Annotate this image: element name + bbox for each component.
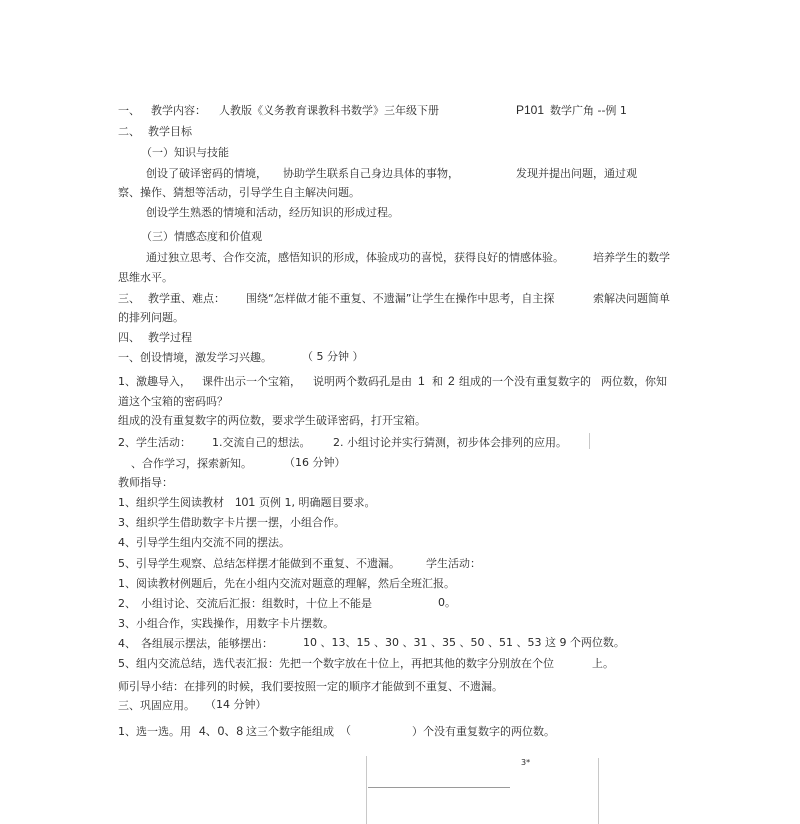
paragraph-line <box>141 637 273 651</box>
content-label <box>151 104 206 118</box>
text: 察、操作、猜想等活动，引导学生自主解决问题。 <box>118 186 360 199</box>
paragraph-line <box>118 395 228 409</box>
text: 两位数，你知 <box>601 375 667 388</box>
text: 3* <box>521 758 531 767</box>
paragraph-line <box>601 375 667 389</box>
text: 2、 <box>118 597 136 610</box>
text: （14 分钟） <box>205 698 267 711</box>
text: 课件出示一个宝箱， <box>202 375 301 388</box>
text: 教学目标 <box>148 125 192 138</box>
text: 协助学生联系自己身边具体的事物， <box>283 167 459 180</box>
text: 围绕“怎样做才能不重复、不遗漏”让学生在操作中思考，自主探 <box>246 292 555 305</box>
paragraph-line <box>118 680 503 694</box>
topic-text <box>550 104 627 118</box>
text: 1.交流自己的想法。 <box>212 436 311 449</box>
paragraph-line <box>118 311 184 325</box>
section-heading-text <box>148 331 192 345</box>
text: （三）情感态度和价值观 <box>141 230 262 243</box>
paragraph-line <box>118 516 345 530</box>
text: 通过独立思考、合作交流，感悟知识的形成，体验成功的喜悦，获得良好的情感体验。 <box>146 251 564 264</box>
paragraph-line <box>118 536 290 550</box>
text: 上。 <box>592 657 614 670</box>
paragraph-line <box>141 597 372 611</box>
paragraph-line <box>118 436 191 450</box>
figure-border-left <box>366 756 367 824</box>
paragraph-line <box>118 186 360 200</box>
text: 培养学生的数学 <box>593 251 670 264</box>
content-line <box>118 104 140 118</box>
text: 1、激趣导入， <box>118 375 191 388</box>
section-heading-text <box>148 125 192 139</box>
step-heading <box>118 351 272 365</box>
duration-label <box>284 456 346 470</box>
text: 4、 <box>118 637 136 650</box>
text: 页例 1, 明确题目要求。 <box>259 496 376 509</box>
duration-label <box>205 698 267 712</box>
paragraph-line <box>246 725 334 739</box>
paragraph-line <box>593 292 670 306</box>
section-heading <box>118 125 140 139</box>
number-text <box>199 724 243 738</box>
paragraph-line <box>118 375 191 389</box>
paragraph-line <box>118 557 400 571</box>
section-number <box>118 331 140 345</box>
text: 数学广角 --例 1 <box>550 104 627 117</box>
text: 三、巩固应用。 <box>118 699 195 712</box>
paragraph-line <box>459 375 591 389</box>
content-text <box>219 104 439 118</box>
paragraph-line <box>259 496 376 510</box>
paragraph-line <box>426 557 481 571</box>
text: 5、组内交流总结，选代表汇报：先把一个数字放在十位上，再把其他的数字分别放在个位 <box>118 657 554 670</box>
paragraph-line <box>146 251 564 265</box>
text: 创设了破译密码的情境， <box>146 167 267 180</box>
text: 1、组织学生阅读教材 <box>118 496 224 509</box>
paragraph-line <box>118 414 426 428</box>
text: 各组展示摆法，能够摆出： <box>141 637 273 650</box>
text: 发现并提出问题，通过观 <box>516 167 637 180</box>
paragraph-line <box>118 725 191 739</box>
text: 和 <box>432 375 443 388</box>
text: （ 5 分钟 ） <box>302 350 364 363</box>
text: 思维水平。 <box>118 271 173 284</box>
step-heading <box>118 699 195 713</box>
text: 人教版《义务教育课教科书数学》三年级下册 <box>219 104 439 117</box>
text: 1、阅读教材例题后，先在小组内交流对题意的理解，然后全班汇报。 <box>118 577 455 590</box>
text: 小组讨论、交流后汇报：组数时，十位上不能是 <box>141 597 372 610</box>
text: 说明两个数码孔是由 <box>313 375 412 388</box>
text: 2、学生活动： <box>118 436 191 449</box>
step-heading <box>131 457 252 471</box>
section-number: 一、 <box>118 104 140 117</box>
figure-border-right <box>598 758 599 824</box>
paragraph-line <box>146 167 267 181</box>
paragraph-line <box>438 596 456 610</box>
page-ref <box>516 103 544 117</box>
text: 1 <box>418 374 425 388</box>
text: 0。 <box>438 596 456 609</box>
paragraph-line <box>118 271 173 285</box>
number-list <box>303 636 625 650</box>
text: 1、选一选。用 <box>118 725 191 738</box>
text: 三、 <box>118 292 140 305</box>
paragraph-line <box>412 725 555 739</box>
text: 4、0、8 <box>199 724 244 738</box>
paragraph-line <box>432 375 443 389</box>
text: 的排列问题。 <box>118 311 184 324</box>
text: （16 分钟） <box>284 456 346 469</box>
text: 师引导小结：在排列的时候，我们要按照一定的顺序才能做到不重复、不遗漏。 <box>118 680 503 693</box>
paragraph-line <box>516 167 637 181</box>
paragraph-line <box>212 436 311 450</box>
subheading <box>141 146 229 160</box>
text: 一、创设情境，激发学习兴趣。 <box>118 351 272 364</box>
paragraph-line <box>146 206 399 220</box>
text: P101 <box>516 103 545 117</box>
text: 组成的一个没有重复数字的 <box>459 375 591 388</box>
number-text <box>418 374 425 388</box>
text: 教学过程 <box>148 331 192 344</box>
section-heading-text <box>148 292 225 306</box>
text: 道这个宝箱的密码吗？ <box>118 395 228 408</box>
text: 3、组织学生借助数字卡片摆一摆，小组合作。 <box>118 516 345 529</box>
text: （ <box>340 724 351 737</box>
text: 2 <box>448 374 455 388</box>
paragraph-line <box>313 375 412 389</box>
paragraph-line <box>246 292 554 306</box>
text: 2. 小组讨论并实行猜测，初步体会排列的应用。 <box>333 436 567 449</box>
text: 4、引导学生组内交流不同的摆法。 <box>118 536 290 549</box>
paragraph-line <box>202 375 301 389</box>
text: 索解决问题简单 <box>593 292 670 305</box>
figure-mark <box>521 758 530 768</box>
subheading <box>141 230 262 244</box>
paragraph-line <box>592 657 614 671</box>
paragraph-line <box>118 657 554 671</box>
number-text <box>448 374 455 388</box>
text: （一）知识与技能 <box>141 146 229 159</box>
paragraph-line <box>118 597 136 611</box>
paragraph-line <box>340 724 351 738</box>
paragraph-line <box>118 496 224 510</box>
paragraph-line <box>593 251 670 265</box>
text: 5、引导学生观察、总结怎样摆才能做到不重复、不遗漏。 <box>118 557 400 570</box>
section-number: 二、 <box>118 125 140 138</box>
text: 教学重、难点： <box>148 292 225 305</box>
number-text <box>235 495 255 509</box>
text: 四、 <box>118 331 140 344</box>
label-text: 教学内容： <box>151 104 206 117</box>
text: 创设学生熟悉的情境和活动，经历知识的形成过程。 <box>146 206 399 219</box>
section-number <box>118 292 140 306</box>
paragraph-line <box>118 476 173 490</box>
text: 这三个数字能组成 <box>246 725 334 738</box>
text: 3、小组合作，实践操作，用数字卡片摆数。 <box>118 617 334 630</box>
text: 、合作学习，探索新知。 <box>131 457 252 470</box>
text: 101 <box>235 495 256 509</box>
text: 学生活动： <box>426 557 481 570</box>
paragraph-line <box>283 167 459 181</box>
table-edge <box>589 433 590 449</box>
paragraph-line <box>118 637 136 651</box>
text: 组成的没有重复数字的两位数，要求学生破译密码，打开宝箱。 <box>118 414 426 427</box>
paragraph-line <box>333 436 567 450</box>
duration-label <box>302 350 364 364</box>
text: 教师指导： <box>118 476 173 489</box>
paragraph-line <box>118 617 334 631</box>
text: ）个没有重复数字的两位数。 <box>412 725 555 738</box>
paragraph-line <box>118 577 455 591</box>
figure-line <box>368 787 510 788</box>
text: 10 、13、15 、30 、31 、35 、50 、51 、53 这 9 个两位数。 <box>303 636 625 649</box>
